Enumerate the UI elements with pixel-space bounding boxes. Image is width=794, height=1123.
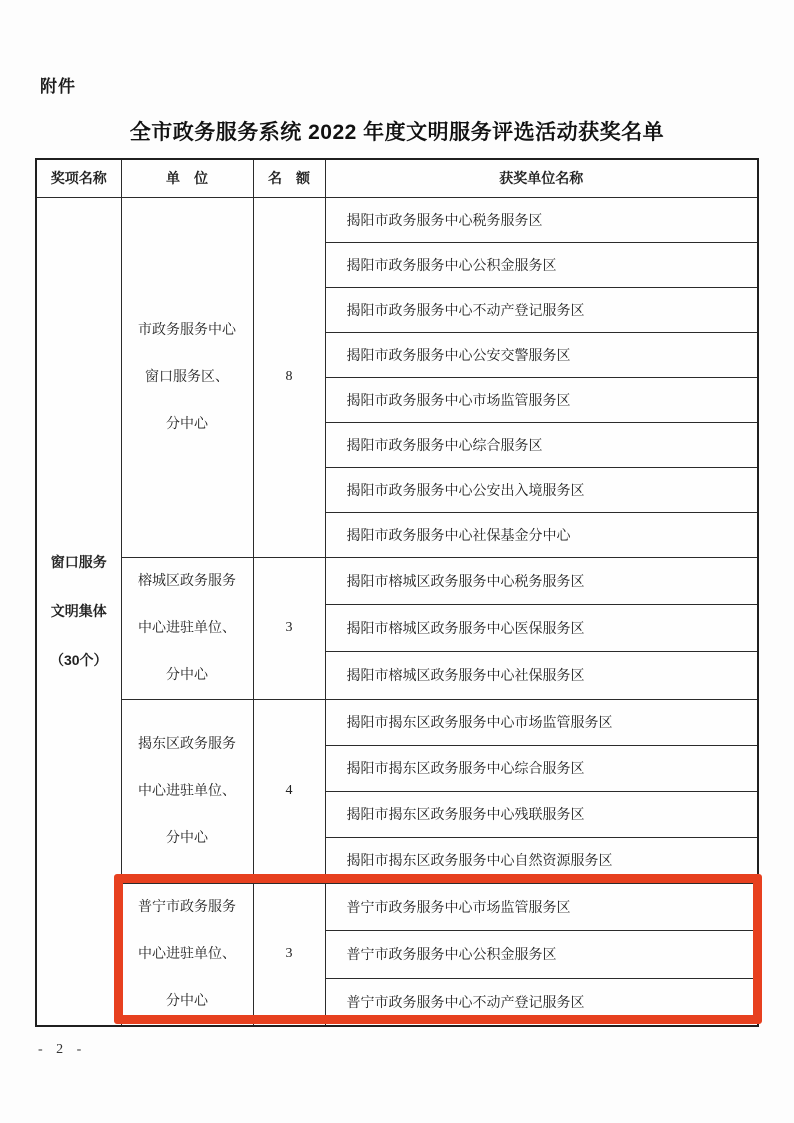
award-category-cell	[36, 197, 121, 1026]
quota-cell: 4	[253, 699, 325, 883]
winner-cell: 揭阳市榕城区政务服务中心医保服务区	[325, 604, 758, 651]
award-table	[35, 158, 759, 1027]
winner-cell: 揭阳市揭东区政务服务中心市场监管服务区	[325, 699, 758, 745]
winner-cell: 揭阳市榕城区政务服务中心税务服务区	[325, 557, 758, 604]
quota-cell: 3	[253, 883, 325, 1026]
unit-lines	[122, 307, 253, 448]
winner-cell: 普宁市政务服务中心公积金服务区	[325, 931, 758, 979]
unit-lines	[122, 721, 253, 862]
unit-line: 中心进驻单位、	[138, 946, 236, 962]
winner-cell: 普宁市政务服务中心不动产登记服务区	[325, 978, 758, 1026]
winner-cell: 揭阳市政务服务中心公安出入境服务区	[325, 467, 758, 512]
header-unit: 单 位	[121, 159, 253, 197]
table-header-row	[36, 159, 758, 197]
unit-line: 市政务服务中心	[138, 322, 236, 338]
winner-cell: 揭阳市政务服务中心综合服务区	[325, 422, 758, 467]
winner-cell: 揭阳市政务服务中心公安交警服务区	[325, 332, 758, 377]
header-award-name: 奖项名称	[36, 159, 121, 197]
winner-cell: 揭阳市政务服务中心不动产登记服务区	[325, 287, 758, 332]
award-line: 文明集体	[50, 602, 107, 619]
unit-cell	[121, 883, 253, 1026]
award-line: 窗口服务	[50, 553, 107, 570]
winner-cell: 揭阳市揭东区政务服务中心自然资源服务区	[325, 837, 758, 883]
unit-line: 分中心	[166, 993, 208, 1009]
unit-lines	[122, 558, 253, 699]
page-number: - 2 -	[38, 1042, 87, 1057]
winner-cell: 揭阳市政务服务中心公积金服务区	[325, 242, 758, 287]
table-row	[36, 197, 758, 242]
unit-line: 中心进驻单位、	[138, 783, 236, 799]
quota-cell: 3	[253, 557, 325, 699]
unit-cell	[121, 557, 253, 699]
header-winner-name: 获奖单位名称	[325, 159, 758, 197]
winner-cell: 揭阳市政务服务中心税务服务区	[325, 197, 758, 242]
winner-cell: 揭阳市榕城区政务服务中心社保服务区	[325, 652, 758, 699]
unit-line: 分中心	[166, 416, 208, 432]
winner-cell: 揭阳市揭东区政务服务中心综合服务区	[325, 745, 758, 791]
unit-cell	[121, 699, 253, 883]
page-title: 全市政务服务系统 2022 年度文明服务评选活动获奖名单	[129, 121, 665, 144]
unit-line: 中心进驻单位、	[138, 620, 236, 636]
winner-cell: 揭阳市政务服务中心社保基金分中心	[325, 512, 758, 557]
table-row-highlighted	[36, 883, 758, 931]
unit-line: 普宁市政务服务	[138, 899, 236, 915]
unit-lines	[122, 884, 253, 1025]
attachment-label: 附件	[40, 77, 76, 96]
unit-cell	[121, 197, 253, 557]
winner-cell: 揭阳市揭东区政务服务中心残联服务区	[325, 791, 758, 837]
table-row	[36, 557, 758, 604]
winner-cell: 揭阳市政务服务中心市场监管服务区	[325, 377, 758, 422]
header-quota: 名 额	[253, 159, 325, 197]
unit-line: 分中心	[166, 667, 208, 683]
award-category-lines	[37, 538, 121, 685]
unit-line: 窗口服务区、	[145, 369, 229, 385]
quota-cell: 8	[253, 197, 325, 557]
award-line: （30个）	[49, 651, 108, 668]
unit-line: 榕城区政务服务	[138, 573, 236, 589]
unit-line: 分中心	[166, 830, 208, 846]
unit-line: 揭东区政务服务	[138, 736, 236, 752]
table-row	[36, 699, 758, 745]
winner-cell: 普宁市政务服务中心市场监管服务区	[325, 883, 758, 931]
